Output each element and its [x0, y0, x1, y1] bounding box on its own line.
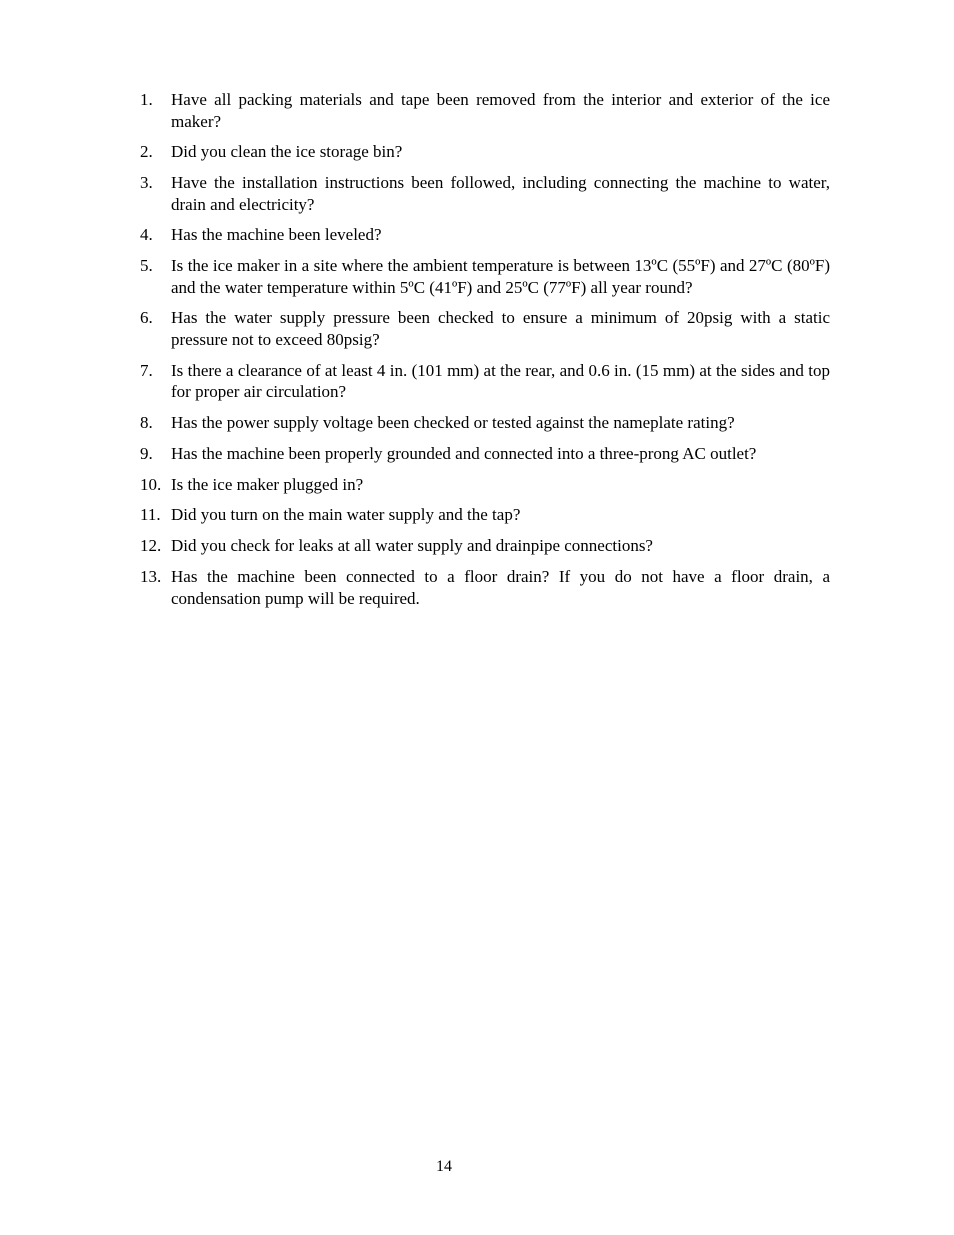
- item-text: Has the machine been leveled?: [171, 225, 382, 245]
- item-text: Did you turn on the main water supply and the tap?: [171, 505, 521, 525]
- item-number: 7.: [140, 360, 153, 380]
- item-number: 11.: [140, 505, 161, 525]
- item-number: 4.: [140, 225, 153, 245]
- checklist-item: [140, 535, 830, 557]
- checklist-item: [140, 307, 830, 350]
- checklist-item: [140, 255, 830, 298]
- item-number: 5.: [140, 256, 153, 276]
- item-number: 3.: [140, 173, 153, 193]
- checklist-item: [140, 224, 830, 246]
- checklist-item: [140, 474, 830, 496]
- checklist-item: [140, 566, 830, 609]
- checklist-item: [140, 412, 830, 434]
- item-number: 10.: [140, 474, 162, 494]
- item-text: Have the installation instructions been followed, including connecting the machine to water, drain and electricity?: [171, 173, 830, 214]
- item-text: Has the machine been properly grounded and connected into a three-prong AC outlet?: [171, 443, 757, 463]
- checklist-item: [140, 504, 830, 526]
- item-text: Has the water supply pressure been checked to ensure a minimum of 20psig with a static pressure not to exceed 80psig?: [171, 308, 830, 349]
- item-text: Did you check for leaks at all water supply and drainpipe connections?: [171, 536, 653, 556]
- checklist-item: [140, 360, 830, 403]
- checklist-item: [140, 141, 830, 163]
- item-text: Did you clean the ice storage bin?: [171, 142, 403, 162]
- checklist-item: [140, 172, 830, 215]
- item-number: 2.: [140, 142, 153, 162]
- item-text: Has the power supply voltage been checked or tested against the nameplate rating?: [171, 413, 735, 433]
- item-text: Have all packing materials and tape been removed from the interior and exterior of the ice maker?: [171, 90, 830, 131]
- item-number: 9.: [140, 443, 153, 463]
- item-number: 13.: [140, 567, 162, 587]
- checklist-item: [140, 443, 830, 465]
- item-text: Is the ice maker in a site where the ambient temperature is between 13ºC (55ºF) and 27ºC (80ºF) and the water temperature within 5ºC (41ºF) and 25ºC (77ºF) all year round?: [171, 256, 830, 297]
- item-text: Has the machine been connected to a floor drain? If you do not have a floor drain, a condensation pump will be required.: [171, 567, 830, 608]
- page-number: 14: [436, 1158, 452, 1175]
- item-number: 8.: [140, 413, 153, 433]
- item-text: Is the ice maker plugged in?: [171, 474, 364, 494]
- checklist-item: [140, 89, 830, 132]
- item-number: 12.: [140, 536, 162, 556]
- item-number: 1.: [140, 90, 153, 109]
- item-text: Is there a clearance of at least 4 in. (101 mm) at the rear, and 0.6 in. (15 mm) at the sides and top for proper air circulation?: [171, 360, 830, 402]
- item-number: 6.: [140, 308, 153, 328]
- installation-checklist: [140, 89, 830, 618]
